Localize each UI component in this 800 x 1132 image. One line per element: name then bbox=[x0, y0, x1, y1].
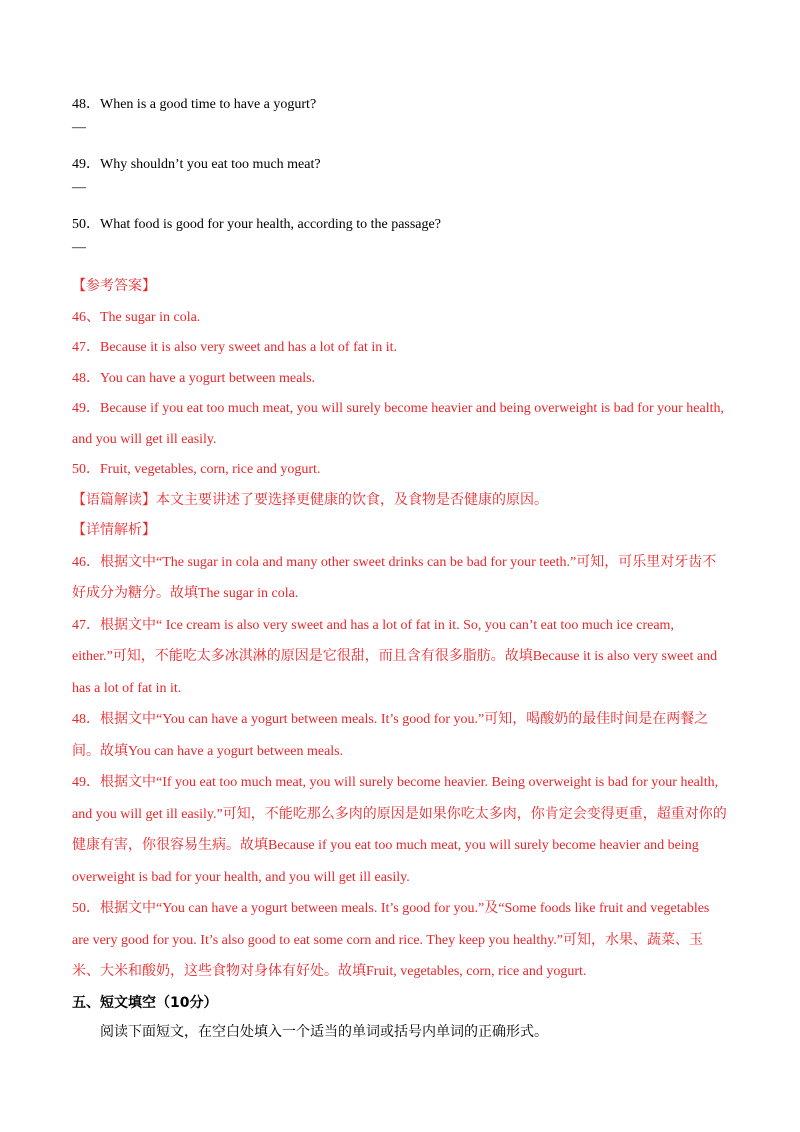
answer-blank: — bbox=[72, 120, 86, 135]
reference-answer-section bbox=[72, 272, 728, 486]
passage-analysis-section bbox=[72, 486, 728, 517]
section-instruction: 阅读下面短文，在空白处填入一个适当的单词或括号内单词的正确形式。 bbox=[100, 1024, 548, 1040]
detailed-explanation-section bbox=[72, 516, 728, 988]
question-48 bbox=[72, 92, 728, 152]
question-49 bbox=[72, 152, 728, 212]
answer-item: 47．Because it is also very sweet and has a lot of fat in it. bbox=[72, 340, 398, 355]
explanation-item: 47．根据文中“ Ice cream is also very sweet and has a lot of fat in it. So, you can’t eat too much ice cream, either.”可知，不能吃太多冰淇淋的原因是它很甜，而且含有很多脂肪。故填Because it is also very sweet and has a lot of fat in it. bbox=[72, 617, 718, 696]
answer-item: 50．Fruit, vegetables, corn, rice and yogurt. bbox=[72, 462, 321, 477]
answer-item: 49．Because if you eat too much meat, you will surely become heavier and being overweight is bad for your health, and you will get ill easily. bbox=[72, 401, 724, 447]
section-heading: 五、短文填空（10分） bbox=[72, 994, 218, 1011]
section-5 bbox=[72, 988, 728, 1048]
explanation-item: 48．根据文中“You can have a yogurt between meals. It’s good for you.”可知，喝酸奶的最佳时间是在两餐之间。故填You can have a yogurt between meals. bbox=[72, 712, 709, 759]
detailed-explanation-heading: 【详情解析】 bbox=[72, 523, 156, 538]
passage-analysis-text: 【语篇解读】本文主要讲述了要选择更健康的饮食，及食物是否健康的原因。 bbox=[72, 492, 548, 508]
document-page bbox=[72, 92, 728, 1048]
answer-item: 48．You can have a yogurt between meals. bbox=[72, 370, 316, 386]
question-50 bbox=[72, 212, 728, 272]
answer-blank: — bbox=[72, 180, 86, 195]
explanation-item: 50．根据文中“You can have a yogurt between meals. It’s good for you.”及“Some foods like fruit and vegetables are very good for you. It’s also good to eat some corn and rice. They keep you healthy.”可知，水果、蔬菜、玉米、大米和酸奶，这些食物对身体有好处。故填Fruit, vegetables, corn, rice and yogurt. bbox=[72, 901, 710, 979]
answer-blank: — bbox=[72, 240, 86, 255]
question-text: 50．What food is good for your health, according to the passage? bbox=[72, 217, 441, 232]
reference-answer-heading: 【参考答案】 bbox=[72, 279, 156, 294]
question-text: 48．When is a good time to have a yogurt? bbox=[72, 97, 317, 112]
answer-item: 46、The sugar in cola. bbox=[72, 309, 201, 325]
question-text: 49．Why shouldn’t you eat too much meat? bbox=[72, 157, 321, 172]
explanation-item: 49．根据文中“If you eat too much meat, you will surely become heavier. Being overweight is bad for your health, and you will get ill easily.”可知，不能吃那么多肉的原因是如果你吃太多肉，你肯定会变得更重，超重对你的健康有害，你很容易生病。故填Because if you eat too much meat, you will surely become heavier and being overweight is bad for your health, and you will get ill easily. bbox=[72, 775, 727, 885]
explanation-item: 46．根据文中“The sugar in cola and many other sweet drinks can be bad for your teeth.”可知，可乐里对牙齿不好成分为糖分。故填The sugar in cola. bbox=[72, 554, 717, 601]
